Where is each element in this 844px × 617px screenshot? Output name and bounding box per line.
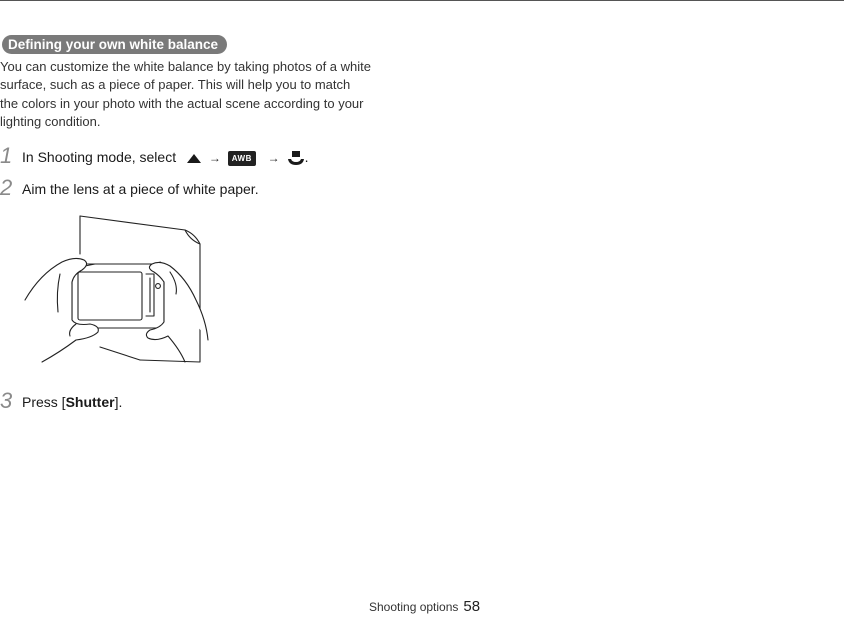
intro-line: lighting condition. — [0, 113, 101, 129]
intro-line: You can customize the white balance by taking photos of a white — [0, 59, 371, 74]
step-text — [22, 149, 308, 166]
arrow: → — [208, 151, 221, 165]
custom-white-balance-icon — [287, 150, 305, 166]
step-3-text-after: ]. — [114, 394, 123, 410]
shutter-button-label: Shutter — [65, 394, 115, 410]
page-footer — [369, 598, 480, 615]
step-2-text: Aim the lens at a piece of white paper. — [22, 181, 259, 197]
step-3-text-before: Press [ — [22, 394, 66, 410]
footer-label: Shooting options — [369, 600, 459, 614]
step-number: 3 — [0, 388, 13, 413]
page-number: 58 — [463, 598, 481, 615]
step-text — [22, 394, 122, 410]
step-number: 1 — [0, 143, 13, 168]
step-end: . — [304, 149, 309, 165]
top-rule — [0, 0, 844, 1]
menu-triangle-icon — [186, 152, 202, 164]
intro-line: the colors in your photo with the actual scene according to your — [0, 95, 364, 111]
intro-paragraph — [0, 58, 400, 131]
camera-aimed-at-paper-illustration — [20, 212, 220, 372]
intro-line: surface, such as a piece of paper. This will help you to match — [0, 77, 351, 93]
step-1-text: In Shooting mode, select — [22, 149, 177, 165]
section-title: Defining your own white balance — [2, 35, 227, 54]
awb-icon: AWB — [228, 151, 256, 166]
step-number: 2 — [0, 175, 13, 200]
arrow: → — [267, 151, 280, 165]
